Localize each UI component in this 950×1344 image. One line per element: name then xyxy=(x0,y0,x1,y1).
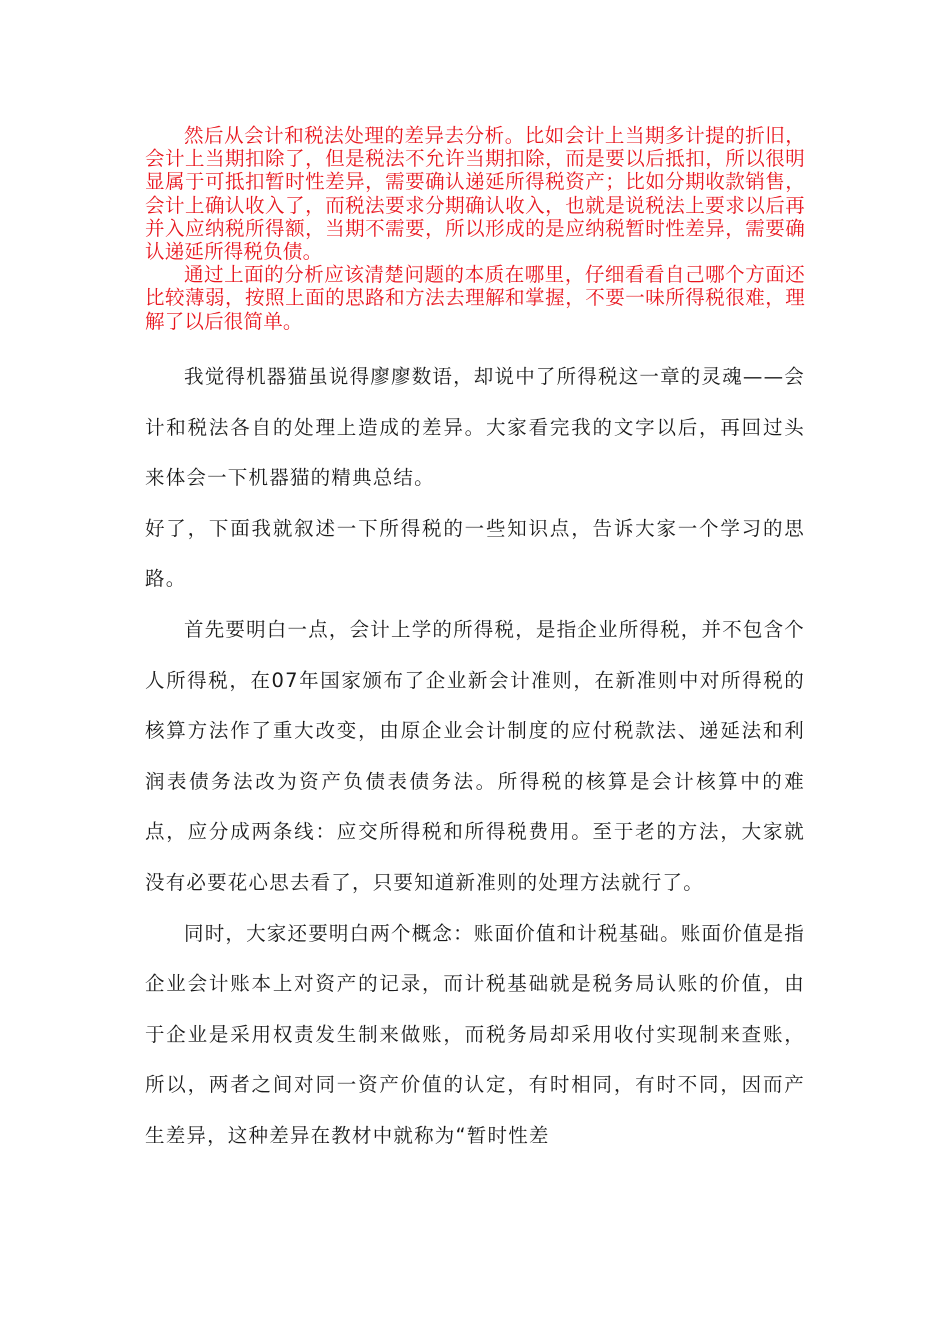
body-paragraph: 我觉得机器猫虽说得廖廖数语，却说中了所得税这一章的灵魂——会计和税法各自的处理上造成的差异。大家看完我的文字以后，再回过头来体会一下机器猫的精典总结。 xyxy=(145,365,806,490)
body-paragraph: 好了，下面我就叙述一下所得税的一些知识点，告诉大家一个学习的思路。 xyxy=(145,516,805,591)
body-paragraph: 首先要明白一点，会计上学的所得税，是指企业所得税，并不包含个人所得税，在07年国家颁布了企业新会计准则，在新准则中对所得税的核算方法作了重大改变，由原企业会计制度的应付税款法、递延法和利润表债务法改为资产负债表债务法。所得税的核算是会计核算中的难点，应分成两条线：应交所得税和所得税费用。至于老的方法，大家就没有必要花心思去看了，只要知道新准则的处理方法就行了。 xyxy=(145,617,806,894)
red-paragraph: 然后从会计和税法处理的差异去分析。比如会计上当期多计提的折旧，会计上当期扣除了，但是税法不允许当期扣除，而是要以后抵扣，所以很明显属于可抵扣暂时性差异，需要确认递延所得税资产；比如分期收款销售，会计上确认收入了，而税法要求分期确认收入，也就是说税法上要求以后再并入应纳税所得额，当期不需要，所以形成的是应纳税暂时性差异，需要确认递延所得税负债。 xyxy=(145,124,805,264)
red-paragraph: 通过上面的分析应该清楚问题的本质在哪里，仔细看看自己哪个方面还比较薄弱，按照上面的思路和方法去理解和掌握，不要一味所得税很难，理解了以后很简单。 xyxy=(145,263,805,333)
body-paragraph: 同时，大家还要明白两个概念：账面价值和计税基础。账面价值是指企业会计账本上对资产的记录，而计税基础就是税务局认账的价值，由于企业是采用权责发生制来做账，而税务局却采用收付实现制来查账，所以，两者之间对同一资产价值的认定，有时相同，有时不同，因而产生差异，这种差异在教材中就称为“暂时性差 xyxy=(145,921,806,1147)
body-text-section xyxy=(145,352,805,1162)
red-highlighted-section xyxy=(145,124,805,333)
